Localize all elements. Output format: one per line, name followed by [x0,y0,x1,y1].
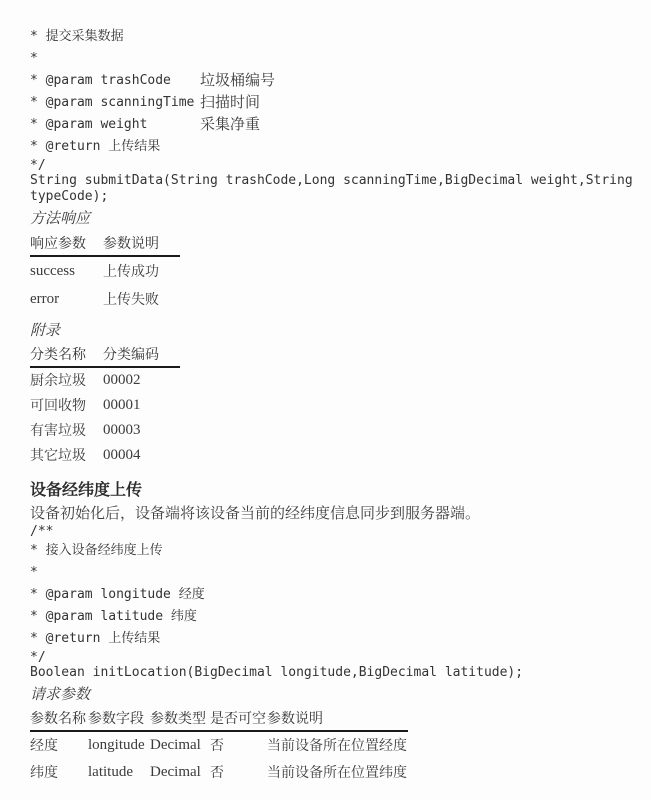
section-heading-location: 设备经纬度上传 [30,482,143,499]
column-header: 是否可空 [210,710,266,726]
appendix-table [30,344,635,468]
table-row [30,285,180,313]
cell-param-desc: 上传成功 [103,263,159,279]
method-signature-line: Boolean initLocation(BigDecimal longitude,BigDecimal latitude); [30,665,524,680]
cell-category-code: 00002 [103,372,141,388]
column-header: 参数字段 [88,710,144,726]
table-row [30,418,180,443]
cell-category-name: 其它垃圾 [30,447,86,463]
param-code: * @param trashCode [30,73,171,88]
column-header: 参数说明 [267,710,323,726]
cell-param-desc: 当前设备所在位置经度 [267,737,407,753]
table-header-row [30,233,180,257]
param-desc: 垃圾桶编号 [200,72,276,89]
javadoc-star-line: * [30,51,38,66]
section-heading-appendix: 附录 [30,322,61,339]
table-row [30,443,180,468]
section-heading-request: 请求参数 [30,686,91,703]
cell-param-type: Decimal [150,737,201,753]
javadoc-param-line [30,70,635,92]
javadoc-location-block [30,524,635,681]
column-header: 参数说明 [103,235,159,251]
param-desc: 采集净重 [200,116,261,133]
request-params-table [30,708,635,786]
javadoc-param-line: * @param longitude 经度 [30,587,205,602]
javadoc-return-line: * @return 上传结果 [30,631,161,646]
cell-param-desc: 当前设备所在位置纬度 [267,764,407,780]
javadoc-param-line [30,92,635,114]
cell-response-param: success [30,263,75,279]
table-header-row [30,708,408,732]
table-header-row [30,344,180,368]
javadoc-return-line: * @return 上传结果 [30,139,161,154]
table-row [30,393,180,418]
table-row [30,732,408,759]
cell-param-desc: 上传失败 [103,291,159,307]
table-row [30,368,180,393]
cell-category-code: 00004 [103,447,141,463]
table-row [30,257,180,285]
param-code: * @param scanningTime [30,95,195,110]
param-desc: 扫描时间 [200,94,261,111]
column-header: 分类名称 [30,346,86,362]
cell-param-type: Decimal [150,764,201,780]
column-header: 参数类型 [150,710,206,726]
param-code: * @param weight [30,117,148,132]
javadoc-param-line [30,114,635,136]
javadoc-close-line: */ [30,158,46,173]
section-heading-response: 方法响应 [30,210,91,227]
cell-param-name: 经度 [30,737,58,753]
method-signature-line2: typeCode); [30,189,109,204]
cell-response-param: error [30,291,60,307]
cell-category-code: 00001 [103,397,141,413]
cell-param-field: longitude [88,737,145,753]
javadoc-title-line: * 接入设备经纬度上传 [30,543,163,558]
javadoc-param-line: * @param latitude 纬度 [30,609,197,624]
method-signature-line1: String submitData(String trashCode,Long scanningTime,BigDecimal weight,String [30,173,633,188]
javadoc-submit-block [30,26,635,205]
javadoc-title-line: * 提交采集数据 [30,29,124,44]
cell-param-nullable: 否 [210,764,224,780]
cell-param-field: latitude [88,764,133,780]
cell-param-name: 纬度 [30,764,58,780]
cell-param-nullable: 否 [210,737,224,753]
cell-category-name: 可回收物 [30,397,86,413]
location-intro-text: 设备初始化后，设备端将该设备当前的经纬度信息同步到服务器端。 [30,505,481,522]
response-table [30,233,635,313]
cell-category-code: 00003 [103,422,141,438]
column-header: 分类编码 [103,346,159,362]
table-row [30,759,408,786]
column-header: 参数名称 [30,710,86,726]
javadoc-star-line: * [30,565,38,580]
column-header: 响应参数 [30,235,86,251]
cell-category-name: 厨余垃圾 [30,372,86,388]
javadoc-open-line: /** [30,524,54,539]
cell-category-name: 有害垃圾 [30,422,86,438]
javadoc-close-line: */ [30,650,46,665]
